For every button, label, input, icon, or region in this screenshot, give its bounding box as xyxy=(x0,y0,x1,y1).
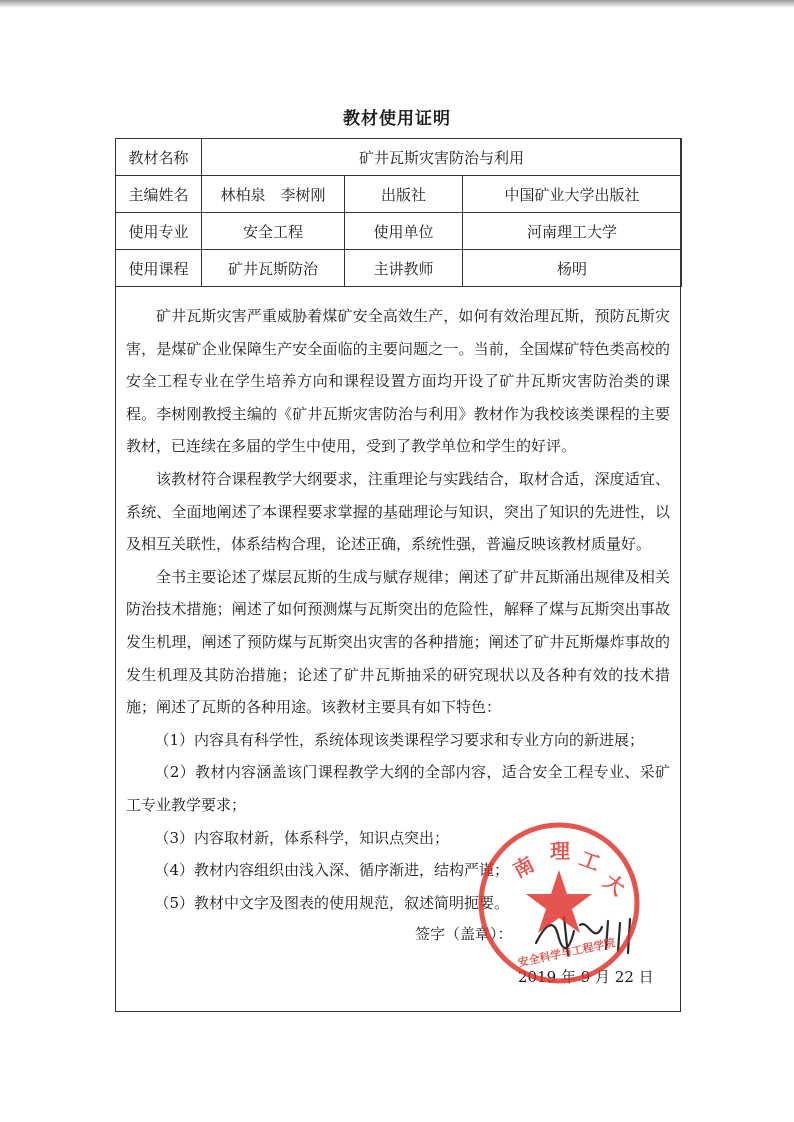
svg-text:工: 工 xyxy=(576,846,604,876)
label-teacher: 主讲教师 xyxy=(345,250,463,287)
svg-text:大: 大 xyxy=(598,869,630,901)
signature-label: 签字（盖章）： xyxy=(415,925,513,943)
value-publisher: 中国矿业大学出版社 xyxy=(463,176,682,213)
svg-text:理: 理 xyxy=(550,839,570,863)
feature-item: （4）教材内容组织由浅入深、循序渐进，结构严谨； xyxy=(154,861,510,880)
info-table xyxy=(115,138,682,287)
label-editor: 主编姓名 xyxy=(116,176,202,213)
scan-edge xyxy=(0,0,794,8)
label-publisher: 出版社 xyxy=(345,176,463,213)
value-course: 矿井瓦斯防治 xyxy=(202,250,345,287)
paragraph: 全书主要论述了煤层瓦斯的生成与赋存规律；阐述了矿井瓦斯涌出规律及相关防治技术措施；阐述了如何预测煤与瓦斯突出的危险性，解释了煤与瓦斯突出事故发生机理，阐述了预防煤与瓦斯突出灾害的各种措施；阐述了矿井瓦斯爆炸事故的发生机理及其防治措施；论述了矿井瓦斯抽采的研究现状以及各种有效的技术措施；阐述了瓦斯的各种用途。该教材主要具有如下特色： xyxy=(126,567,670,717)
value-unit: 河南理工大学 xyxy=(463,213,682,250)
value-teacher: 杨明 xyxy=(463,250,682,287)
official-seal xyxy=(474,818,644,988)
paragraph: 矿井瓦斯灾害严重威胁着煤矿安全高效生产，如何有效治理瓦斯，预防瓦斯灾害，是煤矿企业保障生产安全面临的主要问题之一。当前，全国煤矿特色类高校的安全工程专业在学生培养方向和课程设置方面均开设了矿井瓦斯灾害防治类的课程。李树刚教授主编的《矿井瓦斯灾害防治与利用》教材作为我校该类课程的主要教材，已连续在多届的学生中使用，受到了教学单位和学生的好评。 xyxy=(126,307,670,456)
page-title: 教材使用证明 xyxy=(343,109,451,129)
feature-item: （2）教材内容涵盖该门课程教学大纲的全部内容，适合安全工程专业、采矿工专业教学要求； xyxy=(126,763,670,814)
paragraph: 该教材符合课程教学大纲要求，注重理论与实践结合，取材合适，深度适宜、系统、全面地阐述了本课程要求掌握的基础理论与知识，突出了知识的先进性，以及相互关联性，体系结构合理，论述正确，系统性强，普遍反映该教材质量好。 xyxy=(126,469,670,554)
svg-text:安全科学与工程学院: 安全科学与工程学院 xyxy=(516,936,617,970)
sign-date: 2019 年 9 月 22 日 xyxy=(518,968,654,986)
table-row xyxy=(116,250,682,287)
table-row xyxy=(116,139,682,176)
label-textbook-name: 教材名称 xyxy=(116,139,202,176)
feature-item: （3）内容取材新，体系科学，知识点突出； xyxy=(154,828,450,847)
table-row xyxy=(116,213,682,250)
feature-item: （1）内容具有科学性，系统体现该类课程学习要求和专业方向的新进展； xyxy=(154,730,645,749)
label-course: 使用课程 xyxy=(116,250,202,287)
value-textbook-name: 矿井瓦斯灾害防治与利用 xyxy=(202,139,682,176)
label-major: 使用专业 xyxy=(116,213,202,250)
label-unit: 使用单位 xyxy=(345,213,463,250)
value-major: 安全工程 xyxy=(202,213,345,250)
feature-item: （5）教材中文字及图表的使用规范，叙述简明扼要。 xyxy=(154,893,510,912)
table-row xyxy=(116,176,682,213)
svg-text:南: 南 xyxy=(509,851,539,883)
value-editor: 林柏泉 李树刚 xyxy=(202,176,345,213)
